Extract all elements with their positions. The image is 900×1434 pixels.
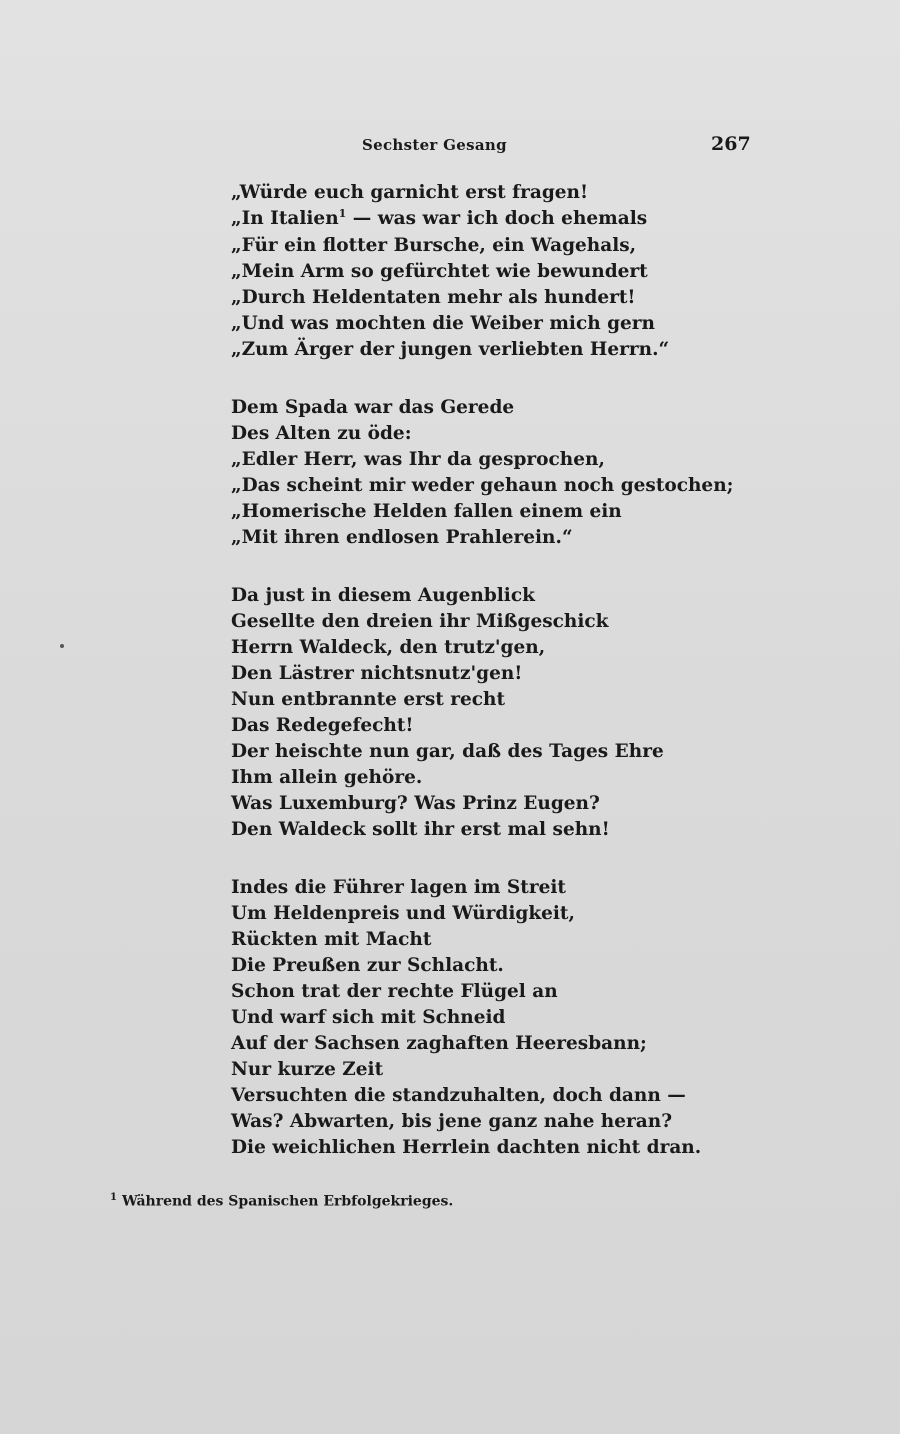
footnote-marker: 1 [110,1192,117,1203]
verse-line: Den Waldeck sollt ihr erst mal sehn! [231,819,610,840]
verse-line: „Zum Ärger der jungen verliebten Herrn.“ [231,339,670,360]
verse-line: „Das scheint mir weder gehaun noch gestochen; [231,475,734,496]
running-head: Sechster Gesang [362,136,507,154]
verse-line: „Für ein flotter Bursche, ein Wagehals, [231,235,637,256]
verse-line: Den Lästrer nichtsnutz'gen! [231,663,523,684]
footnote-marker: 1 [338,206,347,220]
verse-line: Die Preußen zur Schlacht. [231,955,504,976]
verse-line: „Würde euch garnicht erst fragen! [231,182,589,203]
verse-line: „Homerische Helden fallen einem ein [231,501,622,522]
verse-line: Dem Spada war das Gerede [231,397,515,418]
verse-line: Versuchten die standzuhalten, doch dann — [231,1085,686,1106]
verse-line: Gesellte den dreien ihr Mißgeschick [231,611,609,632]
verse-line: „Durch Heldentaten mehr als hundert! [231,287,636,308]
verse-line: Rückten mit Macht [231,929,432,950]
verse-line: Nur kurze Zeit [231,1059,384,1080]
verse-line: Um Heldenpreis und Würdigkeit, [231,903,575,924]
verse-line: Ihm allein gehöre. [231,767,423,788]
verse-line: Und warf sich mit Schneid [231,1007,506,1028]
margin-mark [60,644,64,648]
verse-line: Da just in diesem Augenblick [231,585,535,606]
verse-line: „Und was mochten die Weiber mich gern [231,313,656,334]
verse-line: Die weichlichen Herrlein dachten nicht dran. [231,1137,702,1158]
verse-line: Indes die Führer lagen im Streit [231,877,566,898]
verse-line-continuation: — was war ich doch ehemals [346,208,648,229]
footnote-text: Während des Spanischen Erbfolgekrieges. [121,1193,454,1210]
verse-line: „Edler Herr, was Ihr da gesprochen, [231,449,605,470]
footnote [110,1192,453,1210]
verse-line: Nun entbrannte erst recht [231,689,506,710]
verse-line: Was Luxemburg? Was Prinz Eugen? [231,793,600,814]
verse-line-with-footnote [231,207,647,231]
verse-line: „Mein Arm so gefürchtet wie bewundert [231,261,648,282]
verse-line: Herrn Waldeck, den trutz'gen, [231,637,546,658]
verse-line: Des Alten zu öde: [231,423,412,444]
page-number: 267 [711,133,751,155]
verse-line: Der heischte nun gar, daß des Tages Ehre [231,741,664,762]
verse-line: Das Redegefecht! [231,715,414,736]
verse-line: Auf der Sachsen zaghaften Heeresbann; [231,1033,647,1054]
verse-line-text: „In Italien [231,208,339,229]
verse-line: „Mit ihren endlosen Prahlerein.“ [231,527,573,548]
verse-line: Schon trat der rechte Flügel an [231,981,558,1002]
verse-line: Was? Abwarten, bis jene ganz nahe heran? [231,1111,673,1132]
